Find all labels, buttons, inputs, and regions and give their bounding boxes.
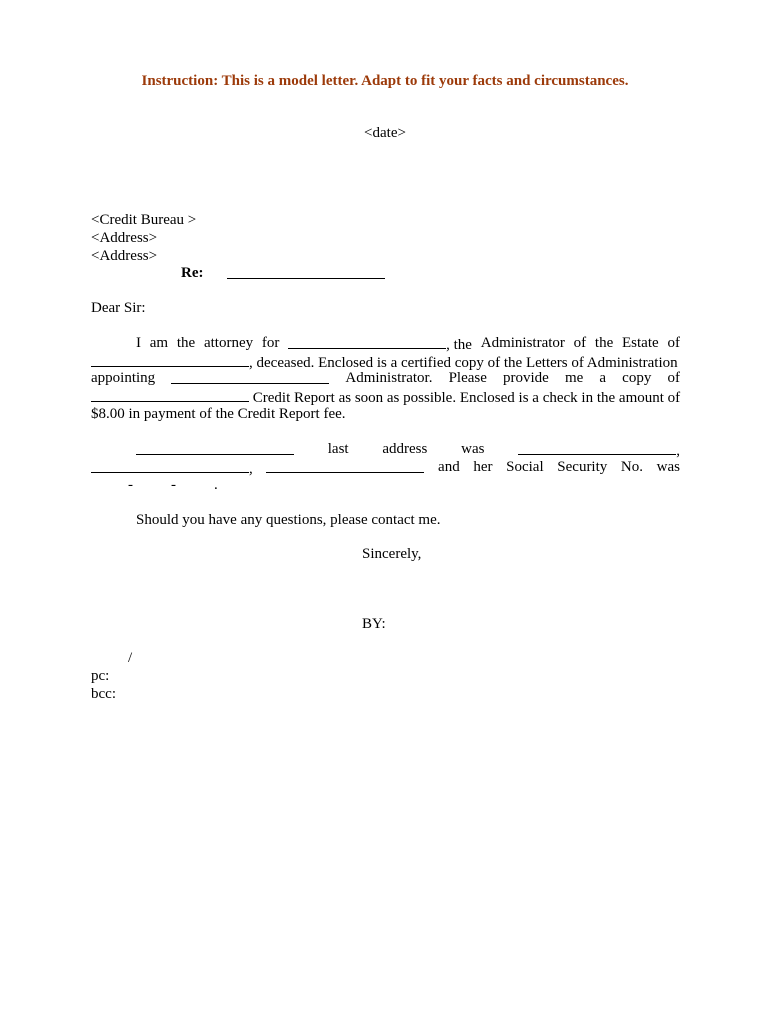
re-label: Re: [181, 265, 204, 281]
address-line-1: <Credit Bureau > [91, 212, 197, 228]
instruction-heading: Instruction: This is a model letter. Adapt to fit your facts and circumstances. [141, 73, 629, 89]
bcc-label: bcc: [91, 686, 116, 702]
attorney-for-blank [288, 334, 446, 349]
para1-line2: , deceased. Enclosed is a certified copy of the Letters of Administration [91, 352, 678, 372]
para1-line5: $8.00 in payment of the Credit Report fee. [91, 406, 346, 422]
appointing-blank [171, 369, 329, 384]
ssn-dash-1: - [128, 477, 133, 493]
ssn-period: . [214, 477, 218, 493]
estate-blank [91, 352, 249, 367]
salutation: Dear Sir: [91, 300, 146, 316]
closing-paragraph: Should you have any questions, please contact me. [136, 512, 441, 528]
address-line-2: <Address> [91, 230, 158, 246]
sincerely: Sincerely, [362, 546, 422, 562]
address-blank-3 [266, 458, 424, 473]
date-placeholder: <date> [364, 125, 406, 141]
credit-report-blank [91, 387, 249, 402]
address-blank-1 [518, 440, 676, 455]
re-blank [227, 264, 385, 284]
pc-label: pc: [91, 668, 110, 684]
para2-line2: , and her Social Security No. was [91, 458, 680, 478]
para1-line3: appointing Administrator. Please provide me a copy of [91, 370, 680, 386]
by-label: BY: [362, 616, 386, 632]
address-blank-2 [91, 458, 249, 473]
initials-slash: / [128, 650, 133, 666]
address-line-3: <Address> [91, 248, 158, 264]
ssn-dash-2: - [171, 477, 176, 493]
para2-line1: last address was , [136, 440, 680, 460]
para1-line4: Credit Report as soon as possible. Enclosed is a check in the amount of [91, 387, 680, 407]
name-blank [136, 440, 294, 455]
para1-line1: I am the attorney for , the Administrator of the Estate of [136, 335, 680, 353]
